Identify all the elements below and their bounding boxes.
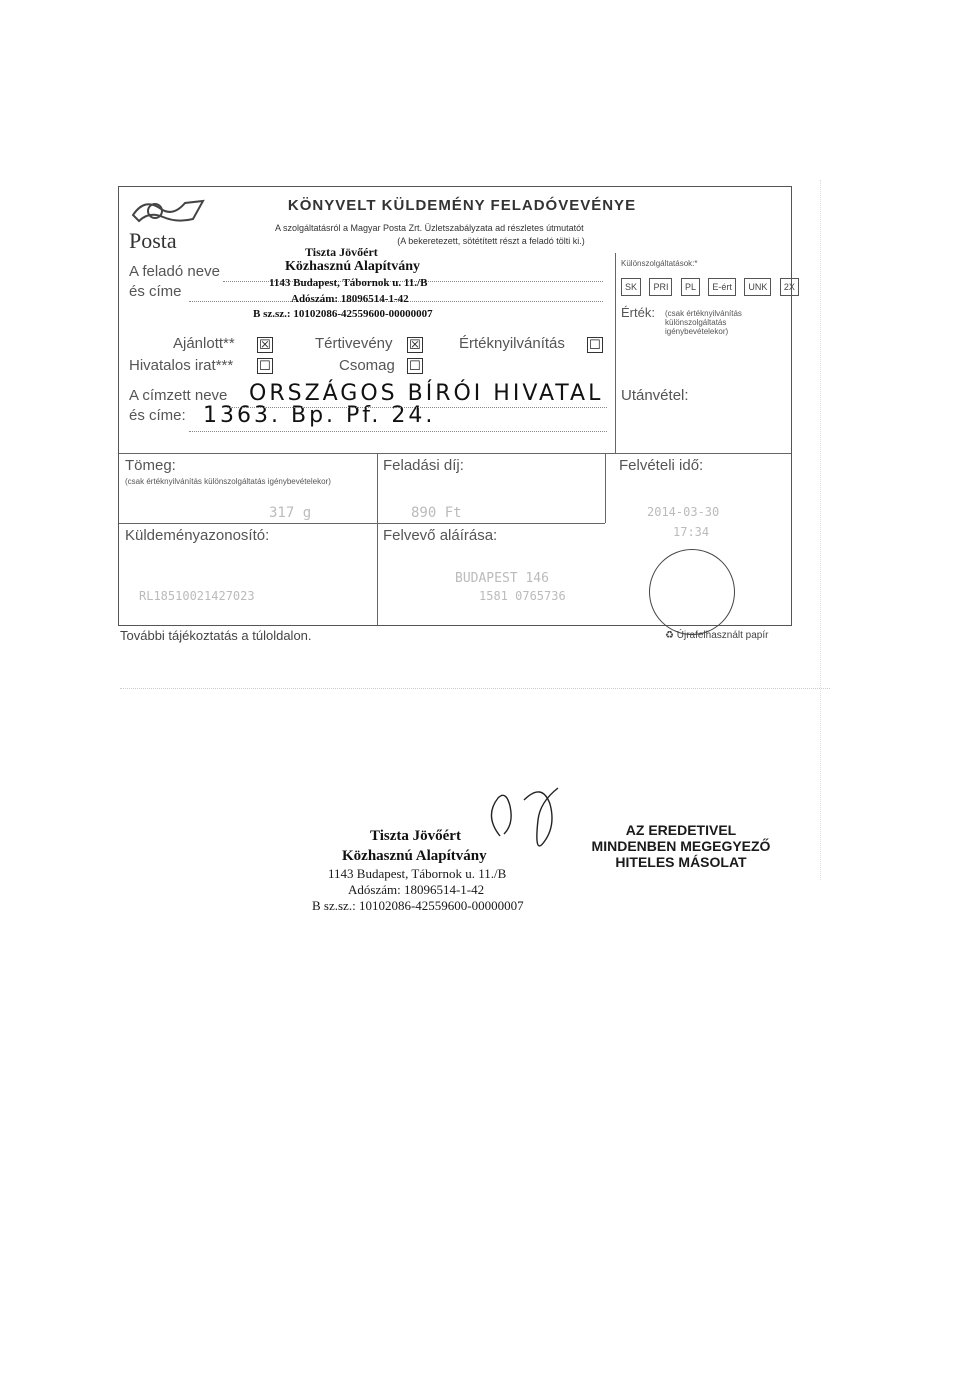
postal-receipt — [118, 186, 795, 626]
service-box: UNK — [744, 278, 771, 296]
cert-stamp-line3: 1143 Budapest, Tábornok u. 11./B — [328, 866, 507, 881]
fee-label: Feladási díj: — [383, 457, 464, 474]
service-box: PRI — [649, 278, 672, 296]
registered-label: Ajánlott** — [173, 335, 235, 352]
certified-copy-line1: AZ EREDETIVEL — [625, 822, 737, 838]
grid-line-mid — [119, 523, 605, 524]
recycle-icon: ♻ — [665, 630, 674, 641]
cert-stamp-line4: Adószám: 18096514-1-42 — [348, 882, 485, 897]
cert-stamp-line2: Közhasznú Alapítvány — [342, 848, 487, 864]
official-checkbox: ☐ — [257, 358, 273, 374]
official-label: Hivatalos irat*** — [129, 357, 234, 374]
time-value-2: 17:34 — [673, 525, 710, 539]
posta-horn-icon — [127, 193, 217, 227]
insured-checkbox: ☐ — [587, 337, 603, 353]
sender-stamp-line2: Közhasznú Alapítvány — [285, 259, 420, 274]
ar-checkbox: ☒ — [407, 337, 423, 353]
services-boxes — [621, 277, 803, 296]
recipient-line-2 — [189, 431, 607, 432]
recycled-note — [665, 630, 768, 641]
certified-copy-stamp — [582, 822, 780, 870]
recipient-address: 1363. Bp. Pf. 24. — [203, 403, 436, 428]
recycled-text: Újrafelhasznált papír — [676, 630, 769, 641]
recipient-name: ORSZÁGOS BÍRÓI HIVATAL — [249, 381, 604, 406]
parcel-label: Csomag — [339, 357, 395, 374]
cod-label: Utánvétel: — [621, 387, 689, 404]
service-box: SK — [621, 278, 641, 296]
faint-edge — [820, 180, 821, 880]
receipt-title: KÖNYVELT KÜLDEMÉNY FELADÓVEVÉNYE — [287, 197, 637, 214]
postoffice-1: BUDAPEST 146 — [455, 571, 549, 586]
weight-note: (csak értéknyilvánítás különszolgáltatás igénybevételekor) — [125, 477, 331, 486]
sender-stamp-line1: Tiszta Jövőért — [305, 245, 378, 259]
grid-col-1 — [377, 453, 378, 625]
time-value-1: 2014-03-30 — [647, 505, 720, 519]
sender-label-2: és címe — [129, 283, 182, 300]
cert-stamp-line1: Tiszta Jövőért — [370, 828, 461, 844]
time-label: Felvételi idő: — [619, 457, 704, 474]
insured-label: Értéknyilvánítás — [459, 335, 565, 352]
service-box: PL — [681, 278, 700, 296]
logo-text: Posta — [129, 228, 177, 253]
receipt-subtitle-1: A szolgáltatásról a Magyar Posta Zrt. Üzletszabályzata ad részletes útmutatót — [275, 223, 584, 233]
ar-label: Tértivevény — [315, 335, 393, 352]
parcel-checkbox: ☐ — [407, 358, 423, 374]
recipient-label-1: A címzett neve — [129, 387, 228, 404]
posta-logo — [127, 193, 217, 253]
services-divider — [615, 253, 616, 453]
weight-value: 317 g — [269, 505, 312, 521]
value-note: (csak értéknyilvánítás különszolgáltatás igénybevételekor) — [665, 309, 742, 336]
receipt-subtitle-2: (A bekeretezett, sötétített részt a feladó tölti ki.) — [397, 236, 585, 246]
sender-stamp-line4: Adószám: 18096514-1-42 — [291, 293, 409, 305]
recipient-label-2: és címe: — [129, 407, 186, 424]
service-box: E-ért — [708, 278, 736, 296]
services-label: Különszolgáltatások:* — [621, 259, 698, 268]
registered-checkbox: ☒ — [257, 337, 273, 353]
postoffice-2: 1581 0765736 — [479, 589, 566, 603]
fee-value: 890 Ft — [411, 505, 462, 521]
cert-stamp-line5: B sz.sz.: 10102086-42559600-00000007 — [312, 898, 524, 913]
signature-label: Felvevő aláírása: — [383, 527, 498, 544]
certified-copy-line2: MINDENBEN MEGEGYEZŐ — [591, 838, 771, 854]
weight-label: Tömeg: — [125, 457, 176, 474]
grid-line-top — [119, 453, 791, 454]
recipient-line-1 — [227, 407, 607, 408]
grid-col-2 — [605, 453, 606, 523]
id-label: Küldeményazonosító: — [125, 527, 270, 544]
certified-copy-line3: HITELES MÁSOLAT — [615, 854, 747, 870]
sender-stamp-line3: 1143 Budapest, Tábornok u. 11./B — [269, 277, 428, 289]
service-box: 2X — [780, 278, 799, 296]
postmark-circle — [649, 549, 735, 635]
sender-stamp-line5: B sz.sz.: 10102086-42559600-00000007 — [253, 308, 433, 320]
more-info-note: További tájékoztatás a túloldalon. — [120, 628, 312, 643]
sender-label-1: A feladó neve — [129, 263, 220, 280]
id-value: RL18510021427023 — [139, 589, 255, 603]
value-label: Érték: — [621, 305, 655, 320]
faint-line — [120, 688, 830, 689]
